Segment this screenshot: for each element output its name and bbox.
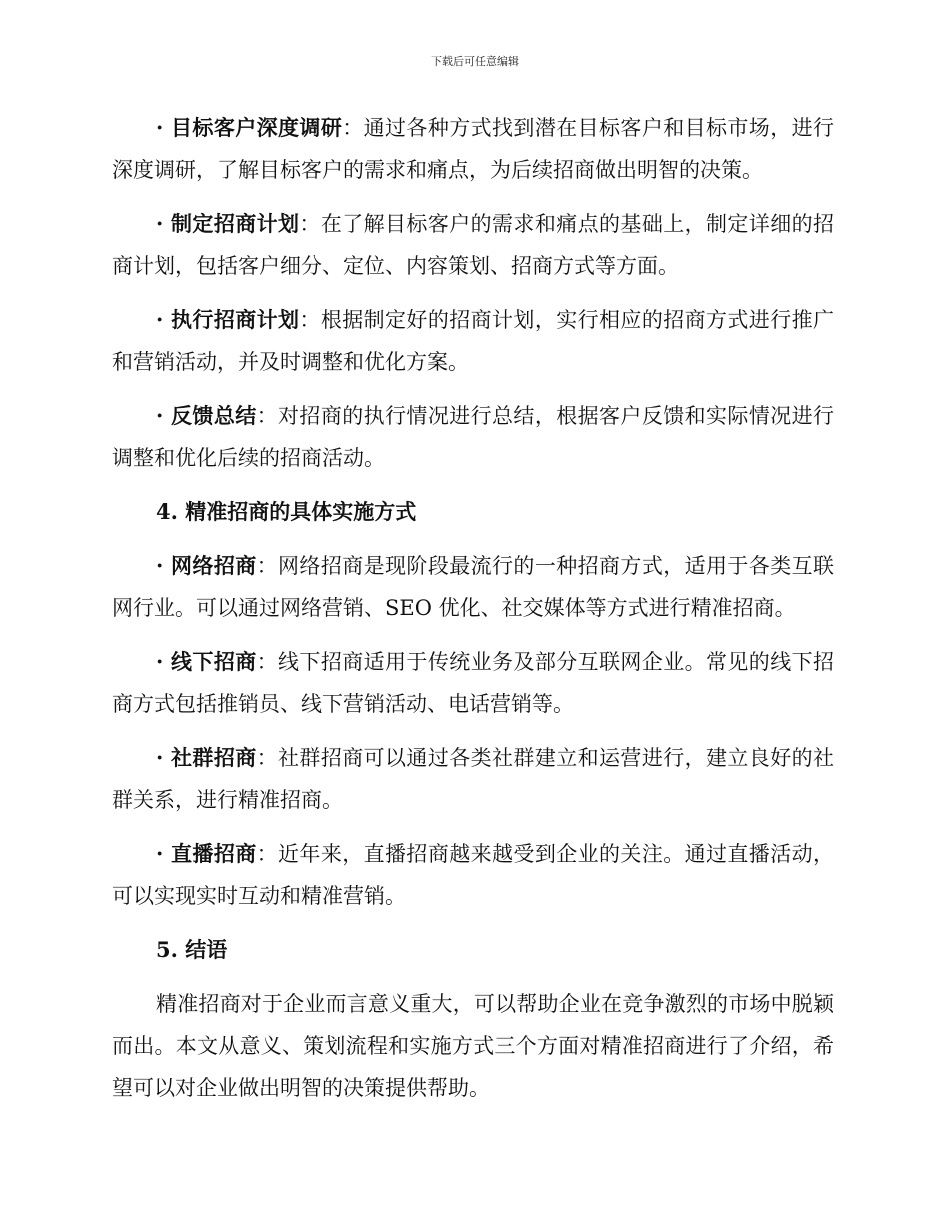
section-heading: 5. 结语 [156, 937, 228, 962]
item-separator: ： [299, 212, 321, 236]
item-title: · 目标客户深度调研 [156, 115, 343, 140]
document-body [112, 107, 834, 1121]
list-item [112, 833, 834, 917]
item-title: · 执行招商计划 [156, 307, 300, 332]
item-body: 网络招商是现阶段最流行的一种招商方式，适用于各类互联网行业。可以通过网络营销、SEO 优化、社交媒体等方式进行精准招商。 [112, 554, 835, 620]
list-item [112, 203, 834, 287]
conclusion-paragraph: 精准招商对于企业而言意义重大，可以帮助企业在竞争激烈的市场中脱颖而出。本文从意义、策划流程和实施方式三个方面对精准招商进行了介绍，希望可以对企业做出明智的决策提供帮助。 [112, 992, 834, 1100]
item-title: · 反馈总结 [156, 403, 257, 428]
item-body: 社群招商可以通过各类社群建立和运营进行，建立良好的社群关系，进行精准招商。 [112, 746, 835, 812]
list-item [112, 737, 834, 821]
item-title: · 社群招商 [156, 745, 257, 770]
item-title: · 网络招商 [156, 553, 257, 578]
list-item [112, 395, 834, 479]
section-heading: 4. 精准招商的具体实施方式 [156, 499, 417, 524]
item-separator: ： [256, 404, 279, 428]
list-item [112, 641, 834, 725]
item-title: · 直播招商 [156, 841, 257, 866]
item-body: 根据制定好的招商计划，实行相应的招商方式进行推广和营销活动，并及时调整和优化方案。 [112, 308, 835, 374]
item-separator: ： [299, 308, 321, 332]
item-body: 近年来，直播招商越来越受到企业的关注。通过直播活动，可以实现实时互动和精准营销。 [112, 842, 835, 908]
item-body: 通过各种方式找到潜在目标客户和目标市场，进行深度调研，了解目标客户的需求和痛点，为后续招商做出明智的决策。 [112, 116, 835, 182]
list-item [112, 107, 834, 191]
page-header: 下载后可任意编辑 [431, 55, 519, 68]
item-separator: ： [256, 746, 279, 770]
item-body: 在了解目标客户的需求和痛点的基础上，制定详细的招商计划，包括客户细分、定位、内容策划、招商方式等方面。 [112, 212, 835, 278]
item-separator: ： [256, 650, 279, 674]
list-item [112, 545, 834, 629]
item-body: 线下招商适用于传统业务及部分互联网企业。常见的线下招商方式包括推销员、线下营销活动、电话营销等。 [112, 650, 835, 716]
item-title: · 线下招商 [156, 649, 257, 674]
item-separator: ： [256, 842, 279, 866]
item-title: · 制定招商计划 [156, 211, 300, 236]
item-separator: ： [342, 116, 364, 140]
list-item [112, 299, 834, 383]
item-body: 对招商的执行情况进行总结，根据客户反馈和实际情况进行调整和优化后续的招商活动。 [112, 404, 835, 470]
item-separator: ： [256, 554, 279, 578]
